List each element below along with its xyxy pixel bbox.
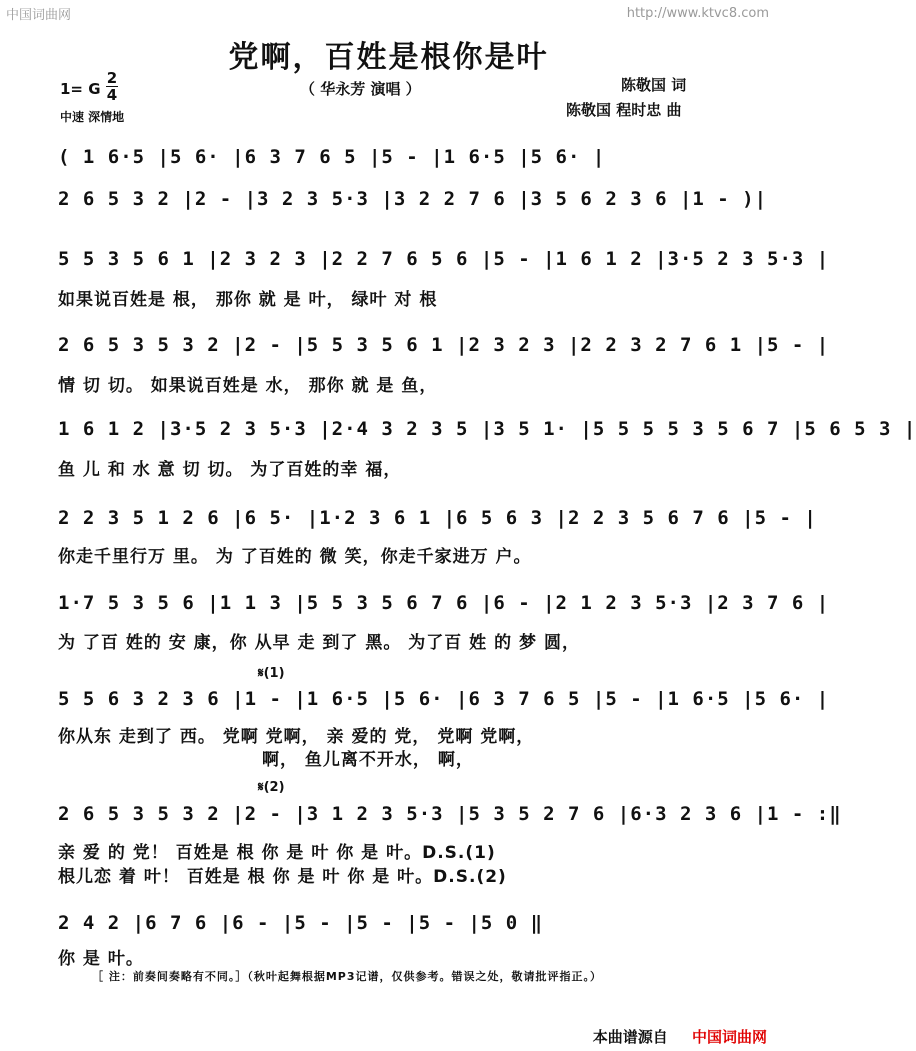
lyrics-row-9: 亲 爱 的 党！ 百姓是 根 你 是 叶 你 是 叶。D.S.(1) xyxy=(58,843,496,863)
time-signature xyxy=(106,70,118,103)
source-credit xyxy=(593,1026,767,1047)
lyrics-row-8: 你从东 走到了 西。 党啊 党啊， 亲 爱的 党， 党啊 党啊， xyxy=(58,727,535,747)
composer-credit: 陈敬国 程时忠 曲 xyxy=(566,101,682,119)
lyrics-row-9-alt: 根儿恋 着 叶！ 百姓是 根 你 是 叶 你 是 叶。D.S.(2) xyxy=(58,867,507,887)
score-row-1: ( 1 6·5 |5 6· |6 3 7 6 5 |5 - |1 6·5 |5 6· | xyxy=(58,146,606,168)
time-top: 2 xyxy=(106,69,118,87)
lyrics-row-3: 如果说百姓是 根， 那你 就 是 叶， 绿叶 对 根 xyxy=(58,290,438,310)
time-bottom: 4 xyxy=(106,86,118,104)
watermark-left: 中国词曲网 xyxy=(6,8,72,23)
lyrics-row-6: 你走千里行万 里。 为 了百姓的 微 笑，你走千家进万 户。 xyxy=(58,547,532,567)
song-title: 党啊，百姓是根你是叶 xyxy=(228,40,549,75)
score-row-2: 2 6 5 3 2 |2 - |3 2 3 5·3 |3 2 2 7 6 |3 5 6 2 3 6 |1 - )| xyxy=(58,188,768,210)
source-site-link[interactable]: 中国词曲网 xyxy=(691,1028,767,1046)
segno-1: 𝄋(1) xyxy=(258,666,285,681)
lyrics-row-8-alt: 啊， 鱼儿离不开水， 啊， xyxy=(262,750,474,770)
score-row-final: 2 4 2 |6 7 6 |6 - |5 - |5 - |5 - |5 0 ‖ xyxy=(58,912,544,934)
key-signature: 1= G xyxy=(60,80,101,98)
score-row-6: 2 2 3 5 1 2 6 |6 5· |1·2 3 6 1 |6 5 6 3 |2 2 3 5 6 7 6 |5 - | xyxy=(58,507,817,529)
lyrics-row-5: 鱼 儿 和 水 意 切 切。 为了百姓的幸 福， xyxy=(58,460,402,480)
footnote: ［ 注：前奏间奏略有不同。］（秋叶起舞根据MP3记谱，仅供参考。错误之处，敬请批评指正。） xyxy=(92,970,602,983)
source-label: 本曲谱源自 xyxy=(592,1028,668,1046)
lyrics-row-4: 情 切 切。 如果说百姓是 水， 那你 就 是 鱼， xyxy=(58,376,438,396)
score-row-5: 1 6 1 2 |3·5 2 3 5·3 |2·4 3 2 3 5 |3 5 1· |5 5 5 5 3 5 6 7 |5 6 5 3 | xyxy=(58,418,916,440)
singer-credit: （ 华永芳 演唱 ） xyxy=(300,80,421,98)
lyrics-row-final: 你 是 叶。 xyxy=(58,949,144,969)
tempo-marking: 中速 深情地 xyxy=(60,110,125,124)
score-row-8: 5 5 6 3 2 3 6 |1 - |1 6·5 |5 6· |6 3 7 6 5 |5 - |1 6·5 |5 6· | xyxy=(58,688,830,710)
score-row-3: 5 5 3 5 6 1 |2 3 2 3 |2 2 7 6 5 6 |5 - |1 6 1 2 |3·5 2 3 5·3 | xyxy=(58,248,830,270)
score-row-4: 2 6 5 3 5 3 2 |2 - |5 5 3 5 6 1 |2 3 2 3 |2 2 3 2 7 6 1 |5 - | xyxy=(58,334,830,356)
score-row-7: 1·7 5 3 5 6 |1 1 3 |5 5 3 5 6 7 6 |6 - |2 1 2 3 5·3 |2 3 7 6 | xyxy=(58,592,830,614)
lyricist-credit: 陈敬国 词 xyxy=(621,76,687,94)
segno-2: 𝄋(2) xyxy=(258,780,285,795)
watermark-right: http://www.ktvc8.com xyxy=(626,6,769,21)
score-row-9: 2 6 5 3 5 3 2 |2 - |3 1 2 3 5·3 |5 3 5 2 7 6 |6·3 2 3 6 |1 - :‖ xyxy=(58,803,842,825)
lyrics-row-7: 为 了百 姓的 安 康，你 从早 走 到了 黑。 为了百 姓 的 梦 圆， xyxy=(58,633,580,653)
